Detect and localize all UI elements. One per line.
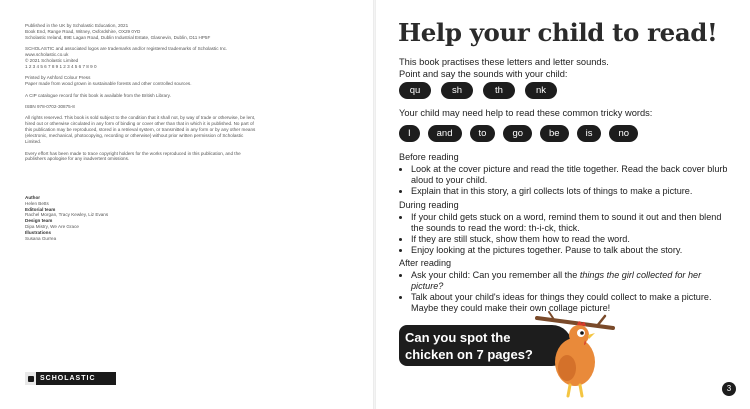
- tricky-word-pill: and: [428, 125, 462, 142]
- intro-line: This book practises these letters and letter sounds.: [399, 57, 609, 67]
- imprint-publisher: [25, 23, 260, 41]
- intro-line: Point and say the sounds with your child:: [399, 68, 568, 79]
- credits-block: [25, 195, 225, 241]
- list-item: • Talk about your child's ideas for things they could collect to make a picture. Maybe they could make their own collage picture!: [411, 292, 729, 314]
- banner-line: chicken on 7 pages?: [405, 347, 533, 362]
- sound-pill: qu: [399, 82, 431, 99]
- sounds-list: [399, 82, 557, 99]
- tricky-word-pill: to: [470, 125, 496, 142]
- chicken-illustration: [535, 300, 615, 400]
- imprint-line: Book End, Range Road, Witney, Oxfordshire, OX29 0YD: [25, 28, 141, 34]
- scholastic-logo: [25, 372, 116, 385]
- imprint-copyright-note: Every effort has been made to trace copyright holders for the works reproduced in this publication, and the publishers apologise for any inadvertent omissions.: [25, 150, 241, 162]
- credit-label: Author: [25, 195, 41, 200]
- list-item: • Look at the cover picture and read the title together. Read the back cover blurb aloud to your child.: [411, 164, 729, 186]
- sound-pill: th: [483, 82, 515, 99]
- list-item-italic: things the girl collected for her picture?: [411, 269, 702, 291]
- page-fold: [373, 0, 376, 409]
- imprint-isbn: ISBN 978-0702-30875-8: [25, 104, 75, 110]
- credit-value: Dipa Mistry, We Are Grace: [25, 223, 79, 229]
- tricky-word-pill: be: [540, 125, 569, 142]
- imprint-line: Printed by Ashford Colour Press: [25, 75, 91, 81]
- list-item: • Explain that in this story, a girl collects lots of things to make a picture.: [411, 186, 729, 197]
- imprint-line: 1 2 3 4 5 6 7 8 9 1 2 3 4 5 6 7 8 9 0: [25, 63, 97, 69]
- section-heading: Before reading: [399, 152, 459, 162]
- imprint-line: © 2021 Scholastic Limited: [25, 58, 79, 64]
- imprint-block: [25, 23, 260, 168]
- credit-label: Editorial team: [25, 206, 56, 212]
- credit-value: Rachel Morgan, Tracy Kewley, Liz Evans: [25, 212, 109, 218]
- before-reading-section: [399, 152, 729, 197]
- tricky-words-intro: Your child may need help to read these common tricky words:: [399, 108, 653, 118]
- imprint-trademark: [25, 46, 260, 70]
- logo-text: SCHOLASTIC: [40, 375, 96, 382]
- credit-label: Design team: [25, 218, 53, 224]
- imprint-cip: A CIP catalogue record for this book is available from the British Library.: [25, 92, 171, 98]
- list-item: [411, 270, 729, 292]
- section-heading: During reading: [399, 200, 459, 210]
- sound-pill: sh: [441, 82, 473, 99]
- imprint-printer: [25, 75, 260, 87]
- imprint-line: Paper made from wood grown in sustainable forests and other controlled sources.: [25, 81, 192, 87]
- imprint-rights: All rights reserved. This book is sold subject to the condition that it shall not, by way of trade or otherwise, be lent, hired out or otherwise circulated in any form of binding or cover other than that in which it is published. No part of this publication may be reproduced, stored in a retrieval system, or transmitted in any form or by any other means (electronic, mechanical, photocopying, recording or otherwise) without prior written permission of Scholastic Limited.: [25, 115, 256, 145]
- credit-value: Susana Gurrea: [25, 235, 57, 241]
- intro-text: [399, 57, 609, 80]
- credit-value: Helen Betts: [25, 200, 49, 206]
- imprint-line: SCHOLASTIC and associated logos are trademarks and/or registered trademarks of Scholastic Inc.: [25, 46, 228, 52]
- tricky-word-pill: is: [577, 125, 602, 142]
- spot-chicken-banner: [399, 325, 545, 366]
- list-item-text: Ask your child: Can you remember all the: [411, 269, 580, 280]
- banner-line: Can you spot the: [405, 330, 511, 345]
- logo-mark-icon: [25, 372, 36, 385]
- page-title: Help your child to read!: [398, 18, 718, 47]
- imprint-line: Scholastic Ireland, 89E Lagan Road, Dublin Industrial Estate, Glasnevin, Dublin, D11 HP5F: [25, 34, 211, 40]
- page-number-badge: 3: [722, 382, 736, 396]
- list-item: • Enjoy looking at the pictures together. Pause to talk about the story.: [411, 245, 729, 256]
- tricky-word-pill: no: [609, 125, 638, 142]
- list-item: • If they are still stuck, show them how to read the word.: [411, 234, 729, 245]
- tricky-word-pill: go: [503, 125, 532, 142]
- imprint-line: www.scholastic.co.uk: [25, 52, 69, 58]
- tricky-words-list: [399, 125, 638, 142]
- section-heading: After reading: [399, 258, 452, 268]
- imprint-line: Published in the UK by Scholastic Education, 2021: [25, 23, 129, 28]
- tricky-word-pill: I: [399, 125, 420, 142]
- during-reading-section: [399, 200, 729, 256]
- list-item: • If your child gets stuck on a word, remind them to sound it out and then blend the sounds to read the word: th-i-ck, thick.: [411, 212, 729, 234]
- credit-label: Illustrations: [25, 229, 52, 235]
- sound-pill: nk: [525, 82, 557, 99]
